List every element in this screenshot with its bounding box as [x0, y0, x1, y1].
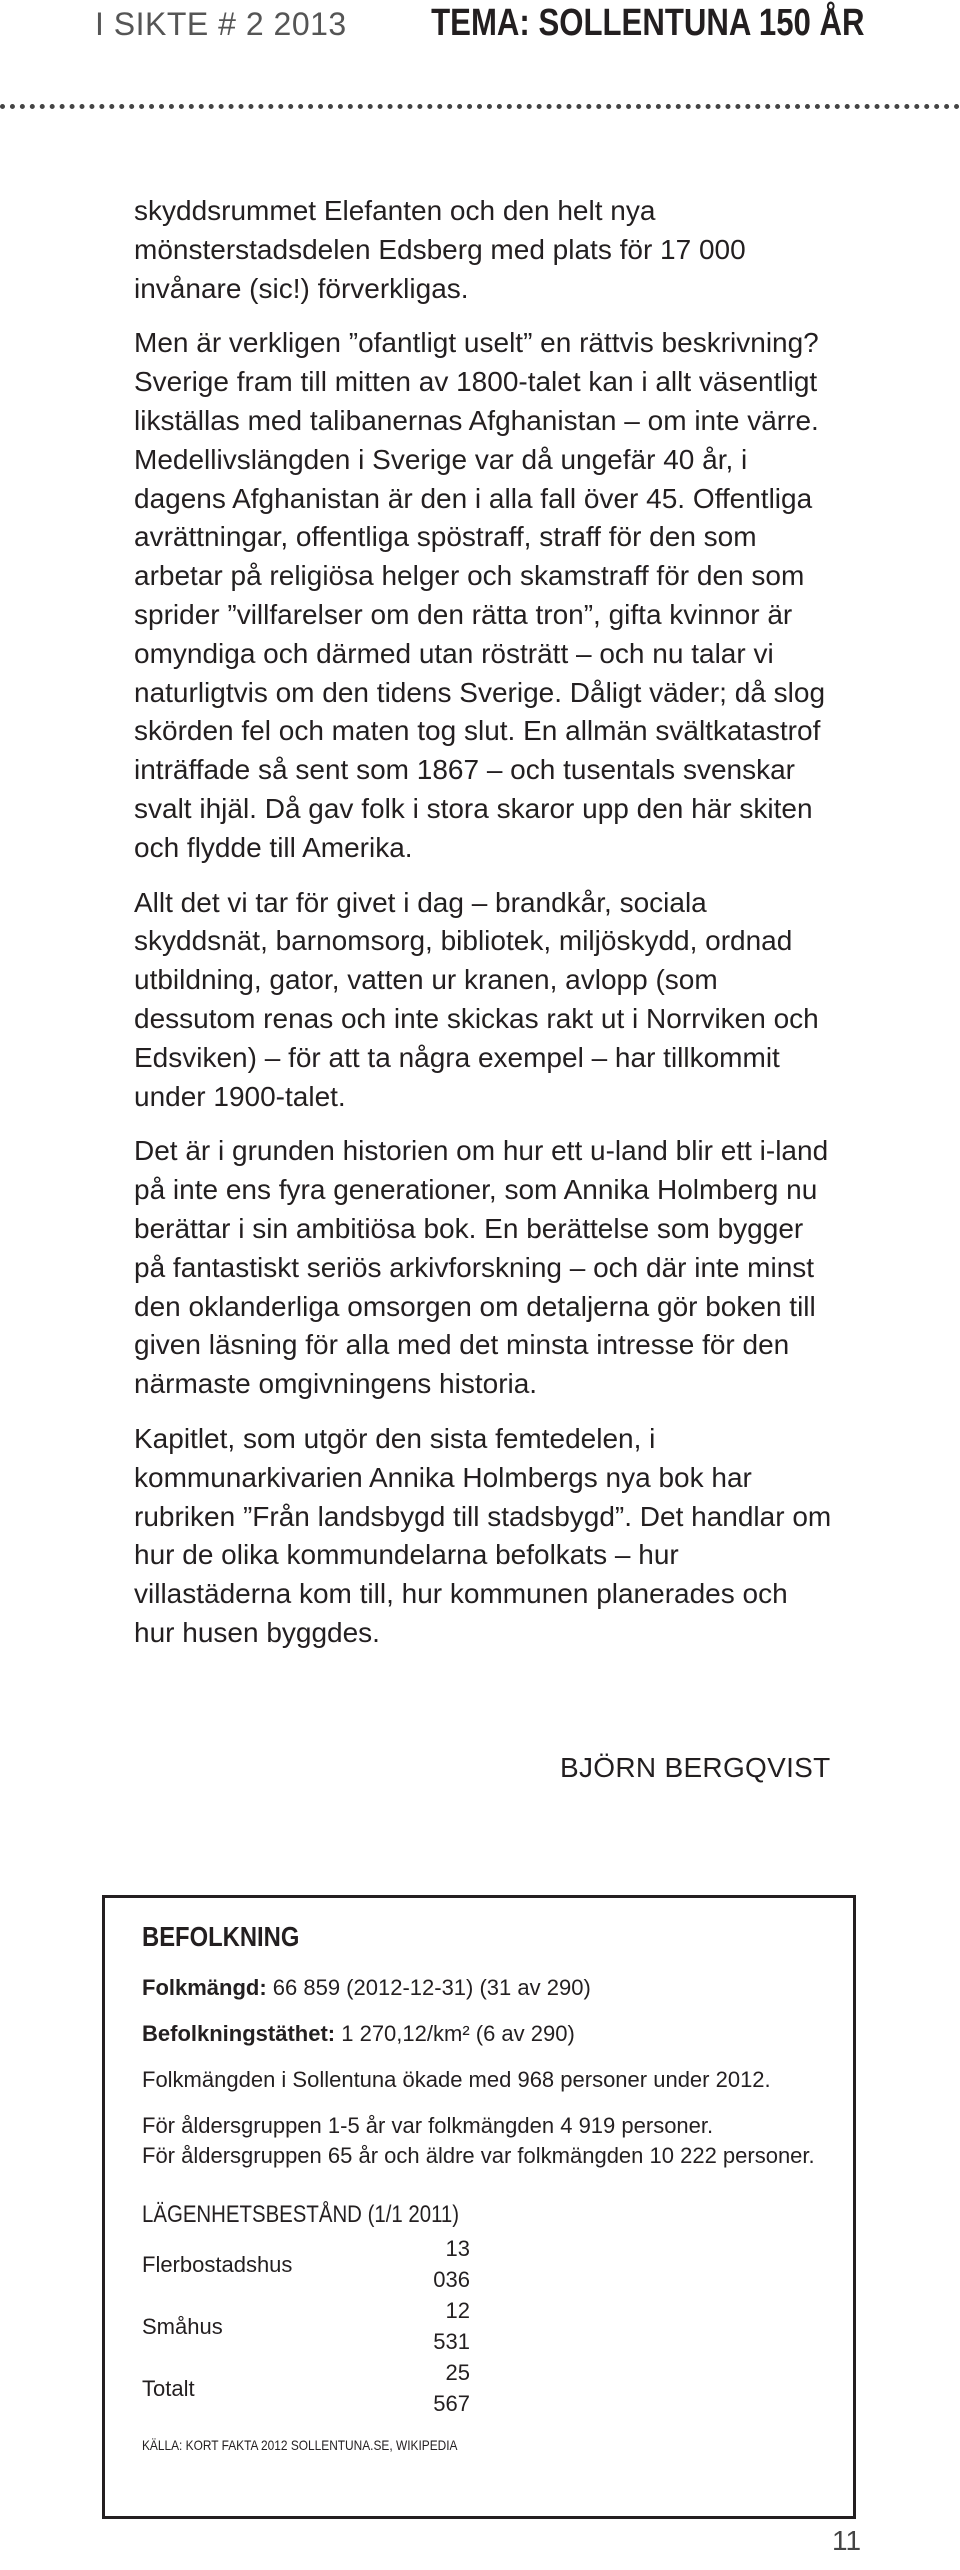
housing-title: LÄGENHETSBESTÅND (1/1 2011) — [142, 2201, 460, 2228]
housing-value: 12 531 — [433, 2298, 470, 2354]
housing-label: Småhus — [142, 2313, 223, 2339]
article-body — [134, 192, 834, 1669]
article-author: BJÖRN BERGQVIST — [560, 1752, 831, 1783]
theme-title: TEMA: SOLLENTUNA 150 ÅR — [431, 2, 865, 44]
issue-label: I SIKTE # 2 2013 — [95, 6, 347, 42]
table-row — [142, 2295, 470, 2357]
article-paragraph: Det är i grunden historien om hur ett u-land blir ett i-land på inte ens fyra generationer, som Annika Holmberg nu berättar i sin ambitiösa bok. En berättelse som bygger på fantastiskt seriös arkivforskning – och där inte minst den oklanderliga omsorgen om detaljerna gör boken till given läsning för alla med det minsta intresse för den närmaste omgivningens historia. — [134, 1135, 829, 1400]
density-value: 1 270,12/km² (6 av 290) — [335, 2021, 575, 2046]
housing-table — [142, 2233, 470, 2419]
table-row — [142, 2357, 470, 2419]
population-value: 66 859 (2012-12-31) (31 av 290) — [266, 1975, 591, 2000]
housing-label: Totalt — [142, 2375, 195, 2401]
housing-value: 25 567 — [433, 2360, 470, 2416]
age-group-65-plus: För åldersgruppen 65 år och äldre var folkmängden 10 222 personer. — [142, 2143, 815, 2168]
table-row — [142, 2233, 470, 2295]
growth-text: Folkmängden i Sollentuna ökade med 968 personer under 2012. — [142, 2067, 771, 2092]
population-label: Folkmängd: — [142, 1975, 267, 2000]
density-line — [142, 2019, 842, 2049]
page-number: 11 — [832, 2525, 862, 2556]
age-group-text — [142, 2111, 842, 2171]
page-header — [0, 0, 960, 110]
housing-value: 13 036 — [433, 2236, 470, 2292]
age-group-1-5: För åldersgruppen 1-5 år var folkmängden 4 919 personer. — [142, 2113, 714, 2138]
density-label: Befolkningstäthet: — [142, 2021, 336, 2046]
fact-box-title: BEFOLKNING — [142, 1921, 300, 1952]
article-paragraph: Allt det vi tar för givet i dag – brandkår, sociala skyddsnät, barnomsorg, bibliotek, miljöskydd, ordnad utbildning, gator, vatten ur kranen, avlopp (som dessutom renas och inte skickas rakt ut i Norrviken och Edsviken) – för att ta några exempel – har tillkommit under 1900-talet. — [134, 886, 819, 1112]
housing-label: Flerbostadshus — [142, 2251, 293, 2277]
article-paragraph: skyddsrummet Elefanten och den helt nya mönsterstadsdelen Edsberg med plats för 17 000 invånare (sic!) förverkligas. — [134, 195, 746, 304]
population-line — [142, 1973, 842, 2003]
header-divider — [0, 104, 960, 109]
article-paragraph: Men är verkligen ”ofantligt uselt” en rättvis beskrivning? Sverige fram till mitten av 1800-talet kan i allt väsentligt likställas med talibanernas Afghanistan – om inte värre. Medellivslängden i Sverige var då ungefär 40 år, i dagens Afghanistan är den i alla fall över 45. Offentliga avrättningar, offentliga spöstraff, straff för den som arbetar på religiösa helger och skamstraff för den som sprider ”villfarelser om den rätta tron”, gifta kvinnor är omyndiga och därmed utan rösträtt – och nu talar vi naturligtvis om den tidens Sverige. Dåligt väder; då slog skörden fel och maten tog slut. En allmän svältkatastrof inträffade så sent som 1867 – och tusentals svenskar svalt ihjäl. Då gav folk i stora skaror upp den här skiten och flydde till Amerika. — [134, 327, 826, 863]
article-paragraph: Kapitlet, som utgör den sista femtedelen, i kommunarkivarien Annika Holmbergs nya bok har rubriken ”Från landsbygd till stadsbygd”. Det handlar om hur de olika kommundelarna befolkats – hur villastäderna kom till, hur kommunen planerades och hur husen byggdes. — [134, 1422, 832, 1648]
source-note: KÄLLA: KORT FAKTA 2012 SOLLENTUNA.SE, WIKIPEDIA — [142, 2437, 458, 2453]
fact-box — [102, 1895, 856, 2519]
